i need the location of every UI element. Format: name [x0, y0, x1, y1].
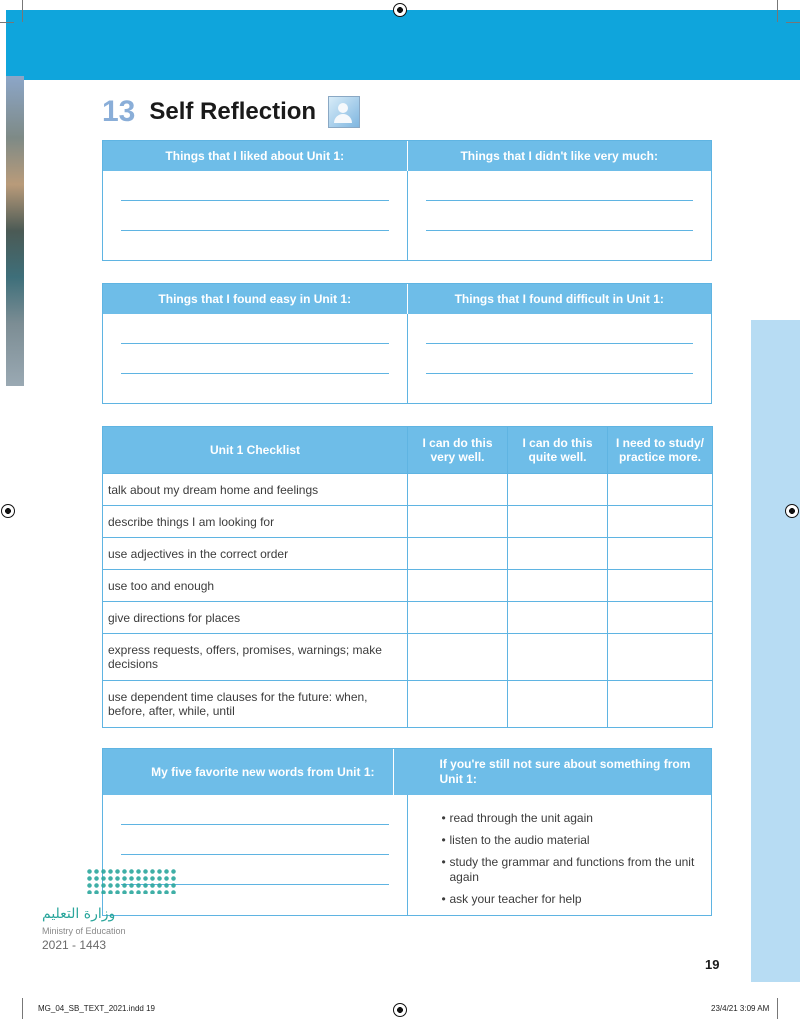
checklist-item: use too and enough — [103, 570, 408, 602]
disliked-header: Things that I didn't like very much: — [407, 141, 712, 171]
favorite-words-table — [102, 748, 712, 916]
check-cell[interactable] — [608, 506, 713, 538]
check-cell[interactable] — [408, 538, 508, 570]
check-cell[interactable] — [408, 602, 508, 634]
tips-list — [408, 795, 712, 907]
check-cell[interactable] — [408, 570, 508, 602]
tip-item: • listen to the audio material — [450, 833, 712, 848]
self-reflection-icon — [328, 96, 360, 128]
registration-mark — [1, 504, 15, 518]
logo-year: 2021 - 1443 — [42, 938, 107, 952]
crop-mark — [22, 998, 23, 1019]
logo-arabic-text: وزارة التعليم — [42, 906, 116, 922]
left-edge-photo — [6, 76, 24, 386]
checklist-row — [103, 538, 713, 570]
crop-mark — [786, 22, 800, 23]
page-number: 19 — [705, 957, 720, 972]
checklist-item: describe things I am looking for — [103, 506, 408, 538]
footer-file-name: MG_04_SB_TEXT_2021.indd 19 — [38, 1004, 155, 1013]
check-cell[interactable] — [508, 474, 608, 506]
checklist-item: give directions for places — [103, 602, 408, 634]
disliked-writing-area[interactable] — [407, 171, 712, 260]
check-cell[interactable] — [508, 570, 608, 602]
checklist-row — [103, 602, 713, 634]
check-cell[interactable] — [408, 634, 508, 681]
check-cell[interactable] — [508, 681, 608, 728]
unit-checklist-table — [102, 426, 713, 728]
check-cell[interactable] — [608, 634, 713, 681]
registration-mark — [785, 504, 799, 518]
writing-line — [426, 200, 694, 201]
column-very-well: I can do this very well. — [408, 427, 508, 474]
ministry-logo — [42, 868, 182, 956]
column-need-study: I need to study/ practice more. — [608, 427, 713, 474]
difficult-header: Things that I found difficult in Unit 1: — [407, 284, 712, 314]
checklist-item: use adjectives in the correct order — [103, 538, 408, 570]
checklist-row — [103, 474, 713, 506]
registration-mark — [393, 3, 407, 17]
check-cell[interactable] — [508, 538, 608, 570]
check-cell[interactable] — [508, 602, 608, 634]
tips-area — [407, 795, 712, 915]
easy-writing-area[interactable] — [103, 314, 407, 403]
easy-header: Things that I found easy in Unit 1: — [158, 292, 352, 306]
check-cell[interactable] — [408, 474, 508, 506]
checklist-row — [103, 570, 713, 602]
crop-mark — [777, 0, 778, 22]
checklist-row — [103, 634, 713, 681]
writing-line — [121, 373, 389, 374]
footer-date: 23/4/21 3:09 AM — [711, 1004, 770, 1013]
page-heading — [102, 92, 360, 132]
right-color-strip — [751, 320, 800, 982]
checklist-row — [103, 681, 713, 728]
check-cell[interactable] — [508, 506, 608, 538]
check-cell[interactable] — [608, 602, 713, 634]
tip-item: • study the grammar and functions from the unit again — [450, 855, 712, 885]
registration-mark — [393, 1003, 407, 1017]
writing-line — [121, 230, 389, 231]
column-quite-well: I can do this quite well. — [508, 427, 608, 474]
unit-number: 13 — [102, 95, 136, 128]
writing-line — [426, 343, 694, 344]
writing-line — [426, 373, 694, 374]
liked-writing-area[interactable] — [103, 171, 407, 260]
check-cell[interactable] — [408, 506, 508, 538]
easy-table — [102, 283, 712, 404]
writing-line — [121, 200, 389, 201]
check-cell[interactable] — [608, 681, 713, 728]
checklist-item: talk about my dream home and feelings — [103, 474, 408, 506]
checklist-row — [103, 506, 713, 538]
crop-mark — [22, 0, 23, 22]
favorite-words-header: My five favorite new words from Unit 1: — [151, 765, 375, 779]
top-color-band — [6, 10, 800, 80]
writing-line — [121, 854, 389, 855]
writing-line — [121, 343, 389, 344]
logo-dots-icon — [86, 868, 178, 894]
tip-item: • read through the unit again — [450, 811, 712, 826]
crop-mark — [777, 998, 778, 1019]
writing-line — [426, 230, 694, 231]
page-title: Self Reflection — [149, 98, 317, 125]
checklist-item: use dependent time clauses for the future: when, before, after, while, until — [103, 681, 408, 728]
writing-line — [121, 824, 389, 825]
logo-english-text: Ministry of Education — [42, 926, 126, 936]
check-cell[interactable] — [408, 681, 508, 728]
checklist-header: Unit 1 Checklist — [103, 427, 408, 474]
not-sure-header: If you're still not sure about something from Unit 1: — [393, 749, 712, 795]
tip-item: • ask your teacher for help — [450, 892, 712, 907]
check-cell[interactable] — [508, 634, 608, 681]
checklist-item: express requests, offers, promises, warnings; make decisions — [103, 634, 408, 681]
crop-mark — [0, 22, 14, 23]
liked-table — [102, 140, 712, 261]
liked-header: Things that I liked about Unit 1: — [165, 149, 345, 163]
check-cell[interactable] — [608, 538, 713, 570]
check-cell[interactable] — [608, 474, 713, 506]
check-cell[interactable] — [608, 570, 713, 602]
difficult-writing-area[interactable] — [407, 314, 712, 403]
